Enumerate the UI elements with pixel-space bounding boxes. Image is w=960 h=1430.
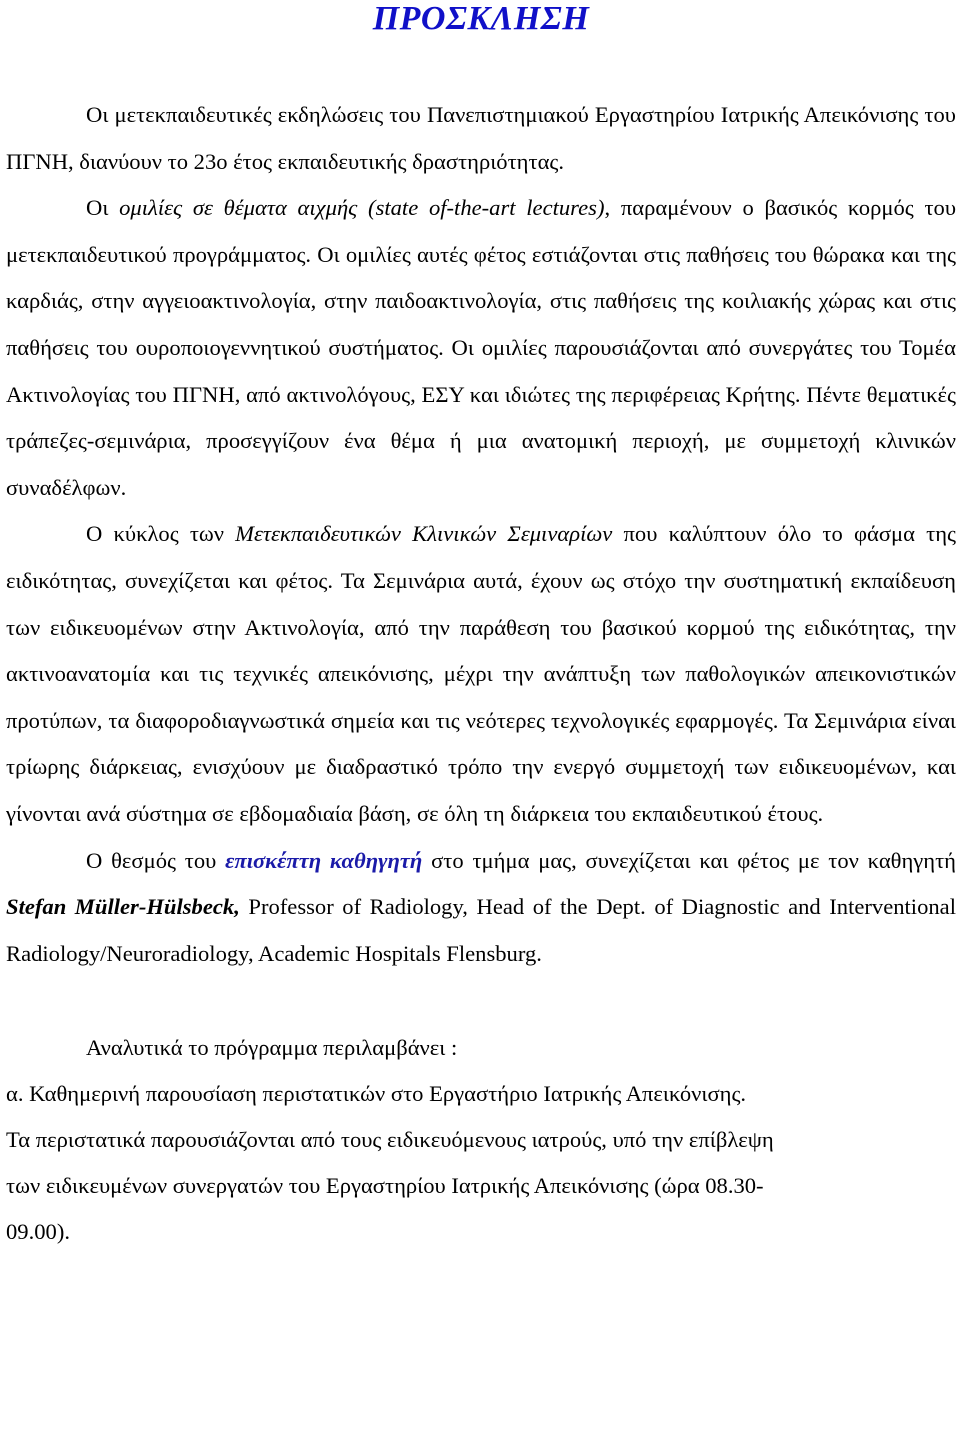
p4-text-e: Professor of Radiology, Head of the Dept. of Diagnostic and Interventional Radiology/Neuroradiology, Academic Hospitals Flensburg. <box>6 894 956 966</box>
program-intro: Αναλυτικά το πρόγραμμα περιλαμβάνει : <box>86 1035 458 1061</box>
p2-italic-lectures: ομιλίες σε θέματα αιχμής (state of-the-art lectures) <box>119 195 605 221</box>
p3-text-c: που καλύπτουν όλο το φάσμα της ειδικότητας, συνεχίζεται και φέτος. Τα Σεμινάρια αυτά, έχουν ως στόχο την συστηματική εκπαίδευση των ειδικευομένων στην Ακτινολογία, από την παράθεση του βασικού κορμού της ειδικότητας, την ακτινοανατομία και τις τεχνικές απεικόνισης, μέχρι την ανάπτυξη των παθολογικών απεικονιστικών προτύπων, τα διαφοροδιαγνωστικά σημεία και τις νεότερες τεχνολογικές εφαρμογές. Τα Σεμινάρια είναι τρίωρης διάρκειας, ενισχύουν με διαδραστικό τρόπο την ενεργό συμμετοχή των ειδικευομένων, και γίνονται ανά σύστημα σε εβδομαδιαία βάση, σε όλη τη διάρκεια του εκπαιδευτικού έτους. <box>6 521 956 826</box>
p4-text-a: Ο θεσμός του <box>86 847 226 873</box>
program-item-a: α. Καθημερινή παρουσίαση περιστατικών στο Εργαστήριο Ιατρικής Απεικόνισης. <box>6 1081 747 1107</box>
paragraph-3 <box>6 511 956 837</box>
intro-section <box>6 92 956 977</box>
paragraph-4 <box>6 838 956 978</box>
paragraph-2 <box>6 185 956 511</box>
program-item-a-detail-line-3: 09.00). <box>6 1219 71 1245</box>
paragraph-1: Οι μετεκπαιδευτικές εκδηλώσεις του Πανεπιστημιακού Εργαστηρίου Ιατρικής Απεικόνισης του ΠΓΝΗ, διανύουν το 23ο έτος εκπαιδευτικής δραστηριότητας. <box>6 102 956 174</box>
p2-text-c: , παραμένουν ο βασικός κορμός του μετεκπαιδευτικού προγράμματος. Οι ομιλίες αυτές φέτος εστιάζονται στις παθήσεις του θώρακα και της καρδιάς, στην αγγειοακτινολογία, στην παιδοακτινολογία, στις παθήσεις της κοιλιακής χώρας και στις παθήσεις του ουροποιογεννητικού συστήματος. Οι ομιλίες παρουσιάζονται από συνεργάτες του Τομέα Ακτινολογίας του ΠΓΝΗ, από ακτινολόγους, ΕΣΥ και ιδιώτες της περιφέρειας Κρήτης. Πέντε θεματικές τράπεζες-σεμινάρια, προσεγγίζουν ένα θέμα ή μια ανατομική περιοχή, με συμμετοχή κλινικών συναδέλφων. <box>6 195 957 500</box>
p3-text-a: Ο κύκλος των <box>86 521 236 547</box>
program-section <box>6 1025 956 1255</box>
p4-visiting-professor: επισκέπτη καθηγητή <box>225 847 423 873</box>
p3-italic-seminars: Μετεκπαιδευτικών Κλινικών Σεμιναρίων <box>235 521 613 547</box>
p4-text-c: στο τμήμα μας, συνεχίζεται και φέτος με τον καθηγητή <box>422 847 957 873</box>
p4-professor-name: Stefan Müller-Hülsbeck, <box>6 894 240 920</box>
program-item-a-detail-line-2: των ειδικευμένων συνεργατών του Εργαστηρίου Ιατρικής Απεικόνισης (ώρα 08.30- <box>6 1173 764 1199</box>
document-title: ΠΡΟΣΚΛΗΣΗ <box>372 0 590 37</box>
section-spacer <box>6 977 956 1025</box>
program-item-a-detail-line-1: Τα περιστατικά παρουσιάζονται από τους ειδικευόμενους ιατρούς, υπό την επίβλεψη <box>6 1127 774 1153</box>
p2-text-a: Οι <box>86 195 120 221</box>
